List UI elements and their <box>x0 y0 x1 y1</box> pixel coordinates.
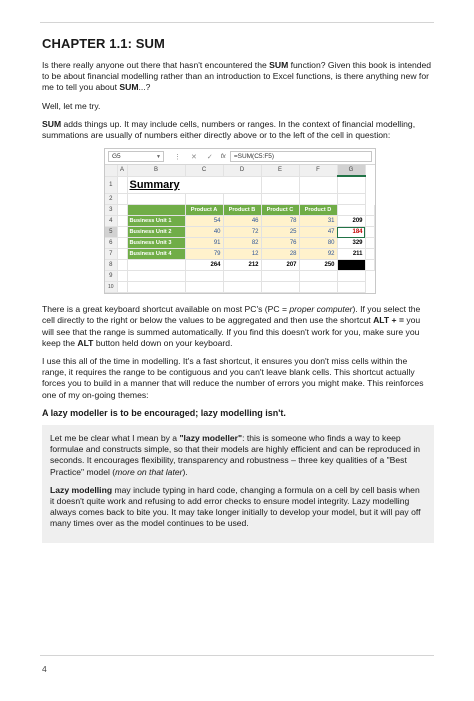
cell[interactable] <box>117 260 127 271</box>
intro-sum-2: SUM <box>119 82 139 93</box>
intro-text-2: function? Given this book is intended to be about financial modelling rather than an introduction to Excel functions, is there anything new for me to tell you about <box>42 60 432 93</box>
value-cell[interactable]: 31 <box>299 216 337 227</box>
cell[interactable] <box>365 260 375 271</box>
shortcut-text-4: button held down on your keyboard. <box>93 337 233 348</box>
row-header[interactable]: 7 <box>105 249 117 260</box>
grand-total-cell[interactable] <box>337 260 365 271</box>
value-cell[interactable]: 47 <box>299 227 337 238</box>
adds-sum: SUM <box>42 118 62 129</box>
more-icon: ⋮ <box>174 153 181 161</box>
value-cell[interactable]: 54 <box>185 216 223 227</box>
cell[interactable] <box>117 249 127 260</box>
column-header-f[interactable]: F <box>299 165 337 176</box>
shortcut-text-1: There is a great keyboard shortcut available on most PC's (PC = <box>42 304 290 315</box>
callout-lazy-modelling: Lazy modelling <box>50 484 113 495</box>
sum-adds-paragraph <box>42 119 434 141</box>
shortcut-text-2: ). If you select the cell directly to the right or below the values to be aggregated and then use the shortcut <box>42 304 421 326</box>
cell[interactable] <box>185 194 223 205</box>
cell[interactable] <box>299 194 337 205</box>
callout-text-3: ). <box>182 466 188 477</box>
intro-text-1: Is there really anyone out there that hasn't encountered the <box>42 60 270 70</box>
cell[interactable] <box>223 271 261 282</box>
column-total-cell[interactable]: 264 <box>185 260 223 271</box>
name-box-value: G5 <box>112 153 121 161</box>
row-header[interactable]: 3 <box>105 205 117 216</box>
chevron-down-icon: ▼ <box>156 153 161 160</box>
unit-label-cell[interactable]: Business Unit 4 <box>127 249 185 260</box>
name-box[interactable] <box>108 151 164 162</box>
header-product-c[interactable]: Product C <box>261 205 299 216</box>
cell[interactable] <box>117 238 127 249</box>
cancel-icon[interactable]: ✕ <box>191 153 197 161</box>
cell[interactable] <box>337 282 365 293</box>
row-header[interactable]: 4 <box>105 216 117 227</box>
sheet-row-6 <box>105 238 375 249</box>
cell[interactable] <box>365 205 375 216</box>
row-total-cell[interactable]: 211 <box>337 249 365 260</box>
cell[interactable] <box>337 205 365 216</box>
cell[interactable] <box>365 238 375 249</box>
callout-text-4: may include typing in hard code, changing a formula on a cell by cell basis when it doesn't quite work and refusing to add error checks to ensure model integrity. Lazy modelling always comes back to bite you. It may take longer initially to develop your model, but it will pay off many times over as the model continues to be used. <box>50 484 421 529</box>
row-total-cell[interactable]: 329 <box>337 238 365 249</box>
value-cell[interactable]: 79 <box>185 249 223 260</box>
header-product-b[interactable]: Product B <box>223 205 261 216</box>
value-cell[interactable]: 40 <box>185 227 223 238</box>
value-cell[interactable]: 92 <box>299 249 337 260</box>
sheet-row-8 <box>105 260 375 271</box>
callout-text-1: Let me be clear what I mean by a <box>50 433 180 444</box>
column-total-cell[interactable]: 212 <box>223 260 261 271</box>
cell[interactable] <box>261 271 299 282</box>
cell[interactable] <box>365 227 375 238</box>
cell[interactable] <box>261 176 299 194</box>
cell[interactable] <box>365 216 375 227</box>
lazy-modeller-callout <box>42 425 434 543</box>
shortcut-italic: proper computer <box>289 304 353 315</box>
callout-text-2: : this is someone who finds a way to keep formulae and constructs simple, so that their models are highly efficient and can be reproduced in seconds. It encourages flexibility, transparency and robustness – three key qualities of a "Best Practice" model ( <box>50 433 421 477</box>
cell[interactable] <box>223 194 261 205</box>
summary-title-cell[interactable]: Summary <box>127 176 261 194</box>
unit-label-cell[interactable]: Business Unit 1 <box>127 216 185 227</box>
cell[interactable] <box>117 227 127 238</box>
cell[interactable] <box>299 271 337 282</box>
cell[interactable] <box>337 271 365 282</box>
let-me-try-paragraph: Well, let me try. <box>42 100 101 111</box>
unit-label-cell[interactable]: Business Unit 2 <box>127 227 185 238</box>
cell[interactable] <box>223 282 261 293</box>
column-header-row <box>105 165 375 176</box>
row-header[interactable]: 6 <box>105 238 117 249</box>
cell[interactable] <box>117 205 127 216</box>
column-header-g[interactable]: G <box>337 165 365 176</box>
cell[interactable] <box>117 282 127 293</box>
sheet-row-5 <box>105 227 375 238</box>
cell[interactable] <box>117 216 127 227</box>
row-header[interactable]: 8 <box>105 260 117 271</box>
shortcut-text-3: you will see that the range is summed automatically. If you find this doesn't work for you, make sure you keep the <box>42 315 421 348</box>
cell[interactable] <box>337 194 365 205</box>
cell[interactable] <box>127 271 185 282</box>
shortcut-alt: ALT <box>77 337 94 348</box>
row-header[interactable]: 1 <box>105 176 117 194</box>
shortcut-paragraph <box>42 304 434 349</box>
header-blank-cell[interactable] <box>127 205 185 216</box>
column-total-cell[interactable]: 207 <box>261 260 299 271</box>
formula-text: =SUM(C5:F5) <box>233 153 275 161</box>
header-product-a[interactable]: Product A <box>185 205 223 216</box>
value-cell[interactable]: 25 <box>261 227 299 238</box>
column-header-b[interactable]: B <box>127 165 185 176</box>
value-cell[interactable]: 80 <box>299 238 337 249</box>
excel-screenshot <box>104 148 376 294</box>
sheet-row-7 <box>105 249 375 260</box>
value-cell[interactable]: 76 <box>261 238 299 249</box>
usage-paragraph: I use this all of the time in modelling. It's a fast shortcut, it ensures you don't miss cells within the range, it requires the range to be contiguous and you can't leave blank cells. This shortcut actually forces you to build in a manner that will reduce the number of errors you might make. This reinforces one of my on-going themes: <box>42 356 424 400</box>
select-all-corner[interactable] <box>105 165 117 176</box>
column-header-d[interactable]: D <box>223 165 261 176</box>
value-cell[interactable]: 78 <box>261 216 299 227</box>
callout-paragraph-1 <box>50 433 426 478</box>
column-header-c[interactable]: C <box>185 165 223 176</box>
active-cell-g5[interactable]: 184 <box>337 227 365 238</box>
sheet-row-2 <box>105 194 375 205</box>
callout-italic: more on that later <box>115 466 183 477</box>
total-blank-cell[interactable] <box>127 260 185 271</box>
column-total-cell[interactable]: 250 <box>299 260 337 271</box>
enter-icon[interactable]: ✓ <box>206 153 213 161</box>
row-total-cell[interactable]: 209 <box>337 216 365 227</box>
column-header-e[interactable]: E <box>261 165 299 176</box>
header-product-d[interactable]: Product D <box>299 205 337 216</box>
cell[interactable] <box>117 176 127 194</box>
value-cell[interactable]: 12 <box>223 249 261 260</box>
adds-text: adds things up. It may include cells, numbers or ranges. In the context of financial modelling, summations are usually of numbers either directly above or to the left of the cell in question: <box>42 118 416 141</box>
cell[interactable] <box>261 194 299 205</box>
cell[interactable] <box>117 271 127 282</box>
chapter-heading: CHAPTER 1.1: SUM <box>42 36 165 51</box>
row-header[interactable]: 10 <box>105 282 117 293</box>
value-cell[interactable]: 82 <box>223 238 261 249</box>
shortcut-alt-equals: ALT + = <box>373 315 404 326</box>
cell[interactable] <box>127 194 185 205</box>
sheet-row-10 <box>105 282 375 293</box>
value-cell[interactable]: 91 <box>185 238 223 249</box>
cell[interactable] <box>127 282 185 293</box>
intro-sum-1: SUM <box>269 60 289 70</box>
cell[interactable] <box>185 282 223 293</box>
sheet-row-9 <box>105 271 375 282</box>
page-content <box>42 36 434 543</box>
value-cell[interactable]: 46 <box>223 216 261 227</box>
row-header[interactable]: 9 <box>105 271 117 282</box>
cell[interactable] <box>337 176 365 194</box>
spreadsheet-grid <box>105 165 375 293</box>
cell[interactable] <box>365 249 375 260</box>
top-rule <box>40 22 434 23</box>
page-number: 4 <box>42 664 47 674</box>
sheet-row-4 <box>105 216 375 227</box>
value-cell[interactable]: 72 <box>223 227 261 238</box>
cell[interactable] <box>299 176 337 194</box>
callout-paragraph-2 <box>50 485 426 530</box>
formula-input[interactable] <box>230 151 372 162</box>
intro-text-3: ...? <box>138 82 151 93</box>
cell[interactable] <box>261 282 299 293</box>
callout-lazy-modeller: "lazy modeller" <box>179 433 243 444</box>
unit-label-cell[interactable]: Business Unit 3 <box>127 238 185 249</box>
function-icon[interactable]: fx <box>220 153 226 161</box>
intro-paragraph <box>42 60 434 94</box>
value-cell[interactable]: 28 <box>261 249 299 260</box>
row-header[interactable]: 5 <box>105 227 117 238</box>
cell[interactable] <box>117 194 127 205</box>
cell[interactable] <box>299 282 337 293</box>
column-header-a[interactable]: A <box>117 165 127 176</box>
sheet-row-1 <box>105 176 375 194</box>
theme-statement: A lazy modeller is to be encouraged; lazy modelling isn't. <box>42 407 286 418</box>
cell[interactable] <box>185 271 223 282</box>
sheet-row-3 <box>105 205 375 216</box>
row-header[interactable]: 2 <box>105 194 117 205</box>
bottom-rule <box>40 655 434 656</box>
formula-bar <box>105 149 375 165</box>
